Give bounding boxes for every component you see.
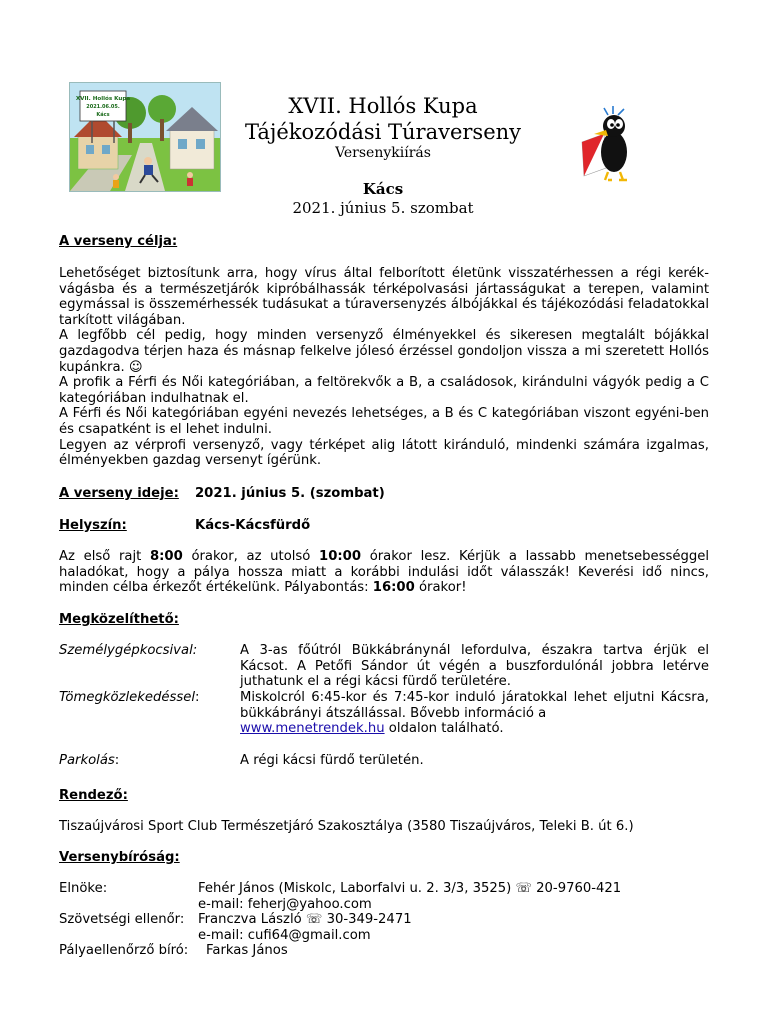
- venue-value: Kács-Kácsfürdő: [195, 518, 311, 533]
- parking-text: A régi kácsi fürdő területén.: [240, 753, 424, 768]
- public-transport-directions: [240, 690, 709, 737]
- parking-colon: :: [114, 753, 120, 768]
- raven-orienteering-flag-icon: [578, 106, 640, 188]
- location-date-block: [220, 180, 546, 218]
- parking-label-row: [59, 753, 119, 769]
- jury-federation-label: Szövetségi ellenőr:: [59, 912, 185, 928]
- car-directions: A 3-as főútról Bükkábránynál lefordulva, északra tartva érjük el Kácsot. A Petőfi Sándor út végén a buszfordulónál jobbra letérve juthatunk el a régi kácsi fürdő területére.: [240, 643, 709, 690]
- sign-line3: Kács: [96, 112, 110, 118]
- goal-section: [59, 266, 709, 469]
- time-label: A verseny ideje:: [59, 486, 179, 501]
- organizer-heading: Rendező:: [59, 788, 128, 803]
- start-text-4: órakor!: [414, 580, 467, 596]
- access-heading: Megközelíthető:: [59, 612, 179, 627]
- jury-course-label: Pályaellenőrző bíró:: [59, 943, 189, 959]
- time-value: 2021. június 5. (szombat): [195, 486, 385, 501]
- jury-federation-value: Franczva László ☏ 30-349-2471: [198, 912, 412, 928]
- goal-paragraph-3: A profik a Férfi és Női kategóriában, a feltörekvők a B, a családosok, kirándulni vágyók pedig a C kategóriában indulhatnak el.: [59, 375, 709, 406]
- menetrendek-link[interactable]: www.menetrendek.hu: [240, 721, 385, 737]
- goal-paragraph-2: A legfőbb cél pedig, hogy minden versenyző élményekkel és sikeresen megtalált bójákkal gazdagodva térjen haza és másnap felkelve jólesó érzéssel gondoljon vissza a mi szeretett Hollós kupánkra. ☺: [59, 328, 709, 375]
- public-transport-text: Miskolcról 6:45-kor és 7:45-kor induló járatokkal lehet eljutni Kácsra, bükkábrányi átszállással. Bővebb információ a: [240, 690, 709, 721]
- jury-chair-value: Fehér János (Miskolc, Laborfalvi u. 2. 3/3, 3525) ☏ 20-9760-421: [198, 881, 622, 896]
- sign-line2: 2021.06.05.: [86, 104, 120, 110]
- venue-label: Helyszín:: [59, 518, 127, 533]
- street-scene-image: [70, 83, 220, 191]
- raven-logo: [578, 106, 640, 188]
- organizer-text: Tiszaújvárosi Sport Club Természetjáró Szakosztálya (3580 Tiszaújváros, Teleki B. út 6.): [59, 819, 634, 834]
- jury-heading: Versenybíróság:: [59, 850, 180, 865]
- jury-chair-email: e-mail: feherj@yahoo.com: [198, 896, 372, 912]
- title-block: [220, 93, 546, 161]
- start-text-3: órakor lesz. Kérjük a lassabb menetsebességgel haladókat, hogy a pálya hossza miatt a korábbi indulási időt válasszák! Keverési idő nincs, minden célba érkezőt értékelünk. Pályabontás:: [59, 549, 709, 596]
- public-transport-label-row: [59, 690, 199, 706]
- car-label: Személygépkocsival:: [59, 643, 198, 658]
- public-transport-after: oldalon található.: [384, 721, 504, 737]
- public-transport-label: Tömegközlekedéssel: [59, 690, 195, 705]
- goal-heading: A verseny célja:: [59, 234, 178, 249]
- event-date: 2021. június 5. szombat: [292, 199, 474, 217]
- start-text-2: órakor, az utolsó: [182, 549, 320, 564]
- jury-federation-email: e-mail: cufi64@gmail.com: [198, 927, 371, 943]
- start-info: [59, 549, 709, 596]
- jury-chair-label: Elnöke:: [59, 881, 108, 896]
- event-location: Kács: [362, 180, 404, 198]
- page-subtitle: Tájékozódási Túraverseny: [244, 120, 522, 144]
- parking-label: Parkolás: [59, 753, 115, 768]
- goal-paragraph-5: Legyen az vérprofi versenyző, vagy térképet alig látott kiránduló, mindenki számára izgalmas, élményekben gazdag versenyt ígérünk.: [59, 437, 709, 469]
- sign-line1: XVII. Hollós Kupa: [75, 96, 131, 102]
- start-text-1: Az első rajt: [59, 549, 150, 564]
- hero-illustration: [69, 82, 221, 192]
- jury-course-value: Farkas János: [206, 943, 288, 959]
- page-title: XVII. Hollós Kupa: [288, 94, 478, 118]
- public-transport-colon: :: [194, 690, 200, 705]
- doc-type: Versenykiírás: [335, 145, 431, 161]
- goal-paragraph-4: A Férfi és Női kategóriában egyéni nevezés lehetséges, a B és C kategóriában viszont egyéni-ben és csapatként is el lehet indulni.: [59, 406, 709, 437]
- first-start-time: 8:00: [149, 549, 183, 564]
- course-close-time: 16:00: [372, 580, 415, 596]
- last-start-time: 10:00: [319, 549, 362, 564]
- goal-paragraph-1: Lehetőséget biztosítunk arra, hogy vírus által felborított életünk visszatérhessen a régi kerék-vágásba és a természetjárók kipróbálhassák térképolvasási jártasságukat a terepen, valamint egymással is összemérhessék tudásukat a túraversenyzés álbójákkal és tájékozódási feladatokkal tarkított világában.: [59, 266, 709, 328]
